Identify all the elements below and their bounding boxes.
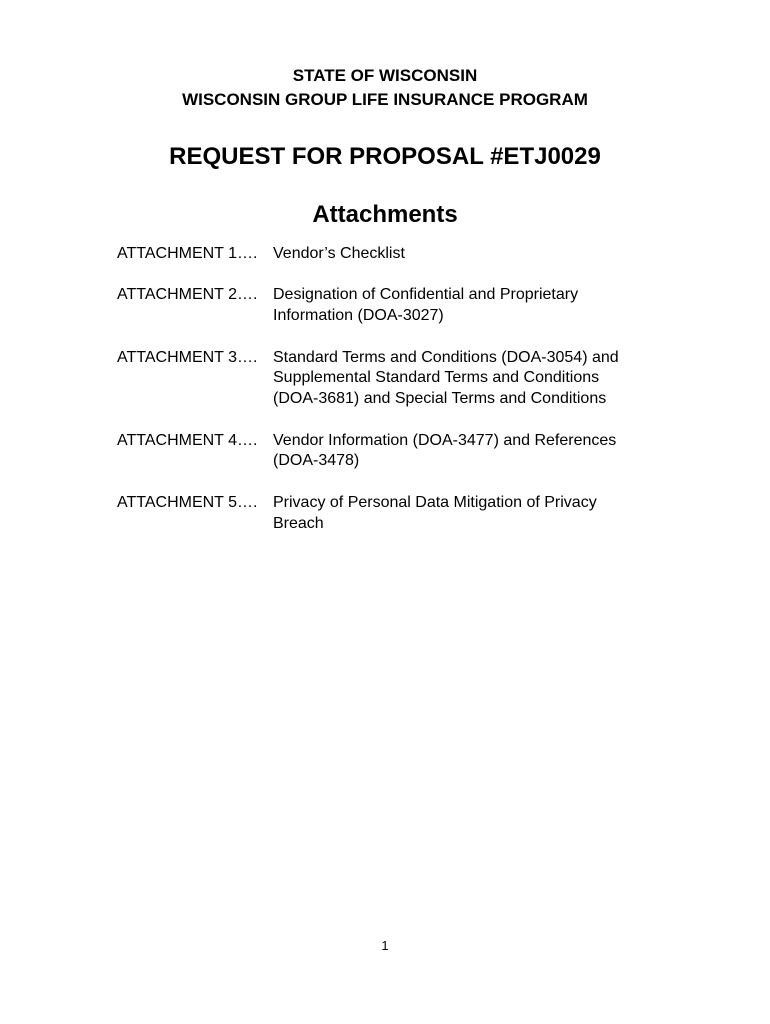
attachment-description: Privacy of Personal Data Mitigation of Privacy Breach <box>273 493 597 532</box>
attachment-item-5 <box>117 493 717 535</box>
attachments-heading: Attachments <box>312 201 458 228</box>
attachment-label: ATTACHMENT 2…. <box>117 286 258 304</box>
attachment-description: Standard Terms and Conditions (DOA-3054) and Supplemental Standard Terms and Conditions (DOA-3681) and Special Terms and Conditions <box>273 348 619 408</box>
attachment-item-1 <box>117 244 717 265</box>
attachment-label: ATTACHMENT 4…. <box>117 431 258 449</box>
attachment-item-3 <box>117 348 717 410</box>
attachment-label: ATTACHMENT 5…. <box>117 493 258 511</box>
attachments-list <box>117 244 717 555</box>
attachment-description: Designation of Confidential and Proprietary Information (DOA-3027) <box>273 286 579 325</box>
attachment-description: Vendor’s Checklist <box>273 245 405 262</box>
attachment-item-4 <box>117 431 717 473</box>
attachment-label: ATTACHMENT 1…. <box>117 245 258 262</box>
header-program: WISCONSIN GROUP LIFE INSURANCE PROGRAM <box>182 90 588 109</box>
rfp-title: REQUEST FOR PROPOSAL #ETJ0029 <box>169 143 601 170</box>
page-number: 1 <box>381 938 389 953</box>
attachment-item-2 <box>117 285 717 327</box>
header-state: STATE OF WISCONSIN <box>292 66 478 85</box>
attachment-description: Vendor Information (DOA-3477) and References (DOA-3478) <box>273 431 617 470</box>
attachment-label: ATTACHMENT 3…. <box>117 348 258 366</box>
